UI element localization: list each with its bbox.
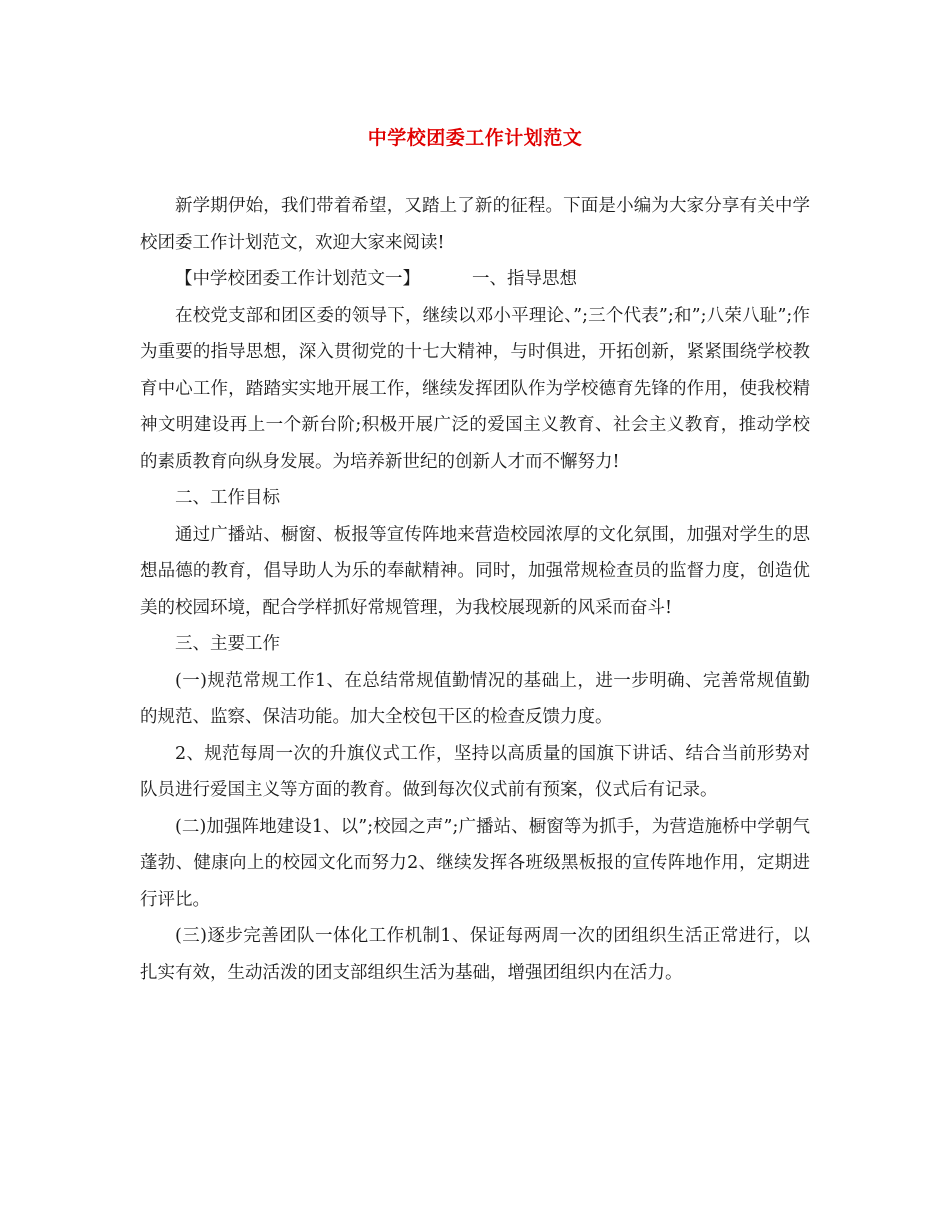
section-heading-line [140,261,810,298]
guiding-ideology-paragraph: 在校党支部和团区委的领导下，继续以邓小平理论、”;三个代表”;和”;八荣八耻”;作为重要的指导思想，深入贯彻党的十七大精神，与时俱进，开拓创新，紧紧围绕学校教育中心工作，踏踏实实地开展工作，继续发挥团队作为学校德育先锋的作用，使我校精神文明建设再上一个新台阶;积极开展广泛的爱国主义教育、社会主义教育，推动学校的素质教育向纵身发展。为培养新世纪的创新人才而不懈努力! [140,305,810,472]
sample-heading: 【中学校团委工作计划范文一】 [175,269,420,289]
work-goals-paragraph: 通过广播站、橱窗、板报等宣传阵地来营造校园浓厚的文化氛围，加强对学生的思想品德的教育，倡导助人为乐的奉献精神。同时，加强常规检查员的监督力度，创造优美的校园环境，配合学样抓好常规管理，为我校展现新的风采而奋斗! [140,524,810,618]
document-title: 中学校团委工作计划范文 [367,127,583,149]
main-work-item-1: (一)规范常规工作1、在总结常规值勤情况的基础上，进一步明确、完善常规值勤的规范、监察、保洁功能。加大全校包干区的检查反馈力度。 [140,670,810,727]
main-work-item-3: (二)加强阵地建设1、以”;校园之声”;广播站、橱窗等为抓手，为营造施桥中学朝气蓬勃、健康向上的校园文化而努力2、继续发挥各班级黑板报的宣传阵地作用，定期进行评比。 [140,816,810,910]
work-goals-heading: 二、工作目标 [175,488,280,508]
main-work-item-4: (三)逐步完善团队一体化工作机制1、保证每两周一次的团组织生活正常进行，以扎实有效，生动活泼的团支部组织生活为基础，增强团组织内在活力。 [140,926,810,983]
document-body [140,188,810,991]
main-work-item-2: 2、规范每周一次的升旗仪式工作，坚持以高质量的国旗下讲话、结合当前形势对队员进行爱国主义等方面的教育。做到每次仪式前有预案，仪式后有记录。 [140,743,810,800]
intro-paragraph: 新学期伊始，我们带着希望，又踏上了新的征程。下面是小编为大家分享有关中学校团委工作计划范文，欢迎大家来阅读! [140,196,810,253]
main-work-heading: 三、主要工作 [175,634,280,654]
guiding-ideology-heading: 一、指导思想 [472,269,577,289]
